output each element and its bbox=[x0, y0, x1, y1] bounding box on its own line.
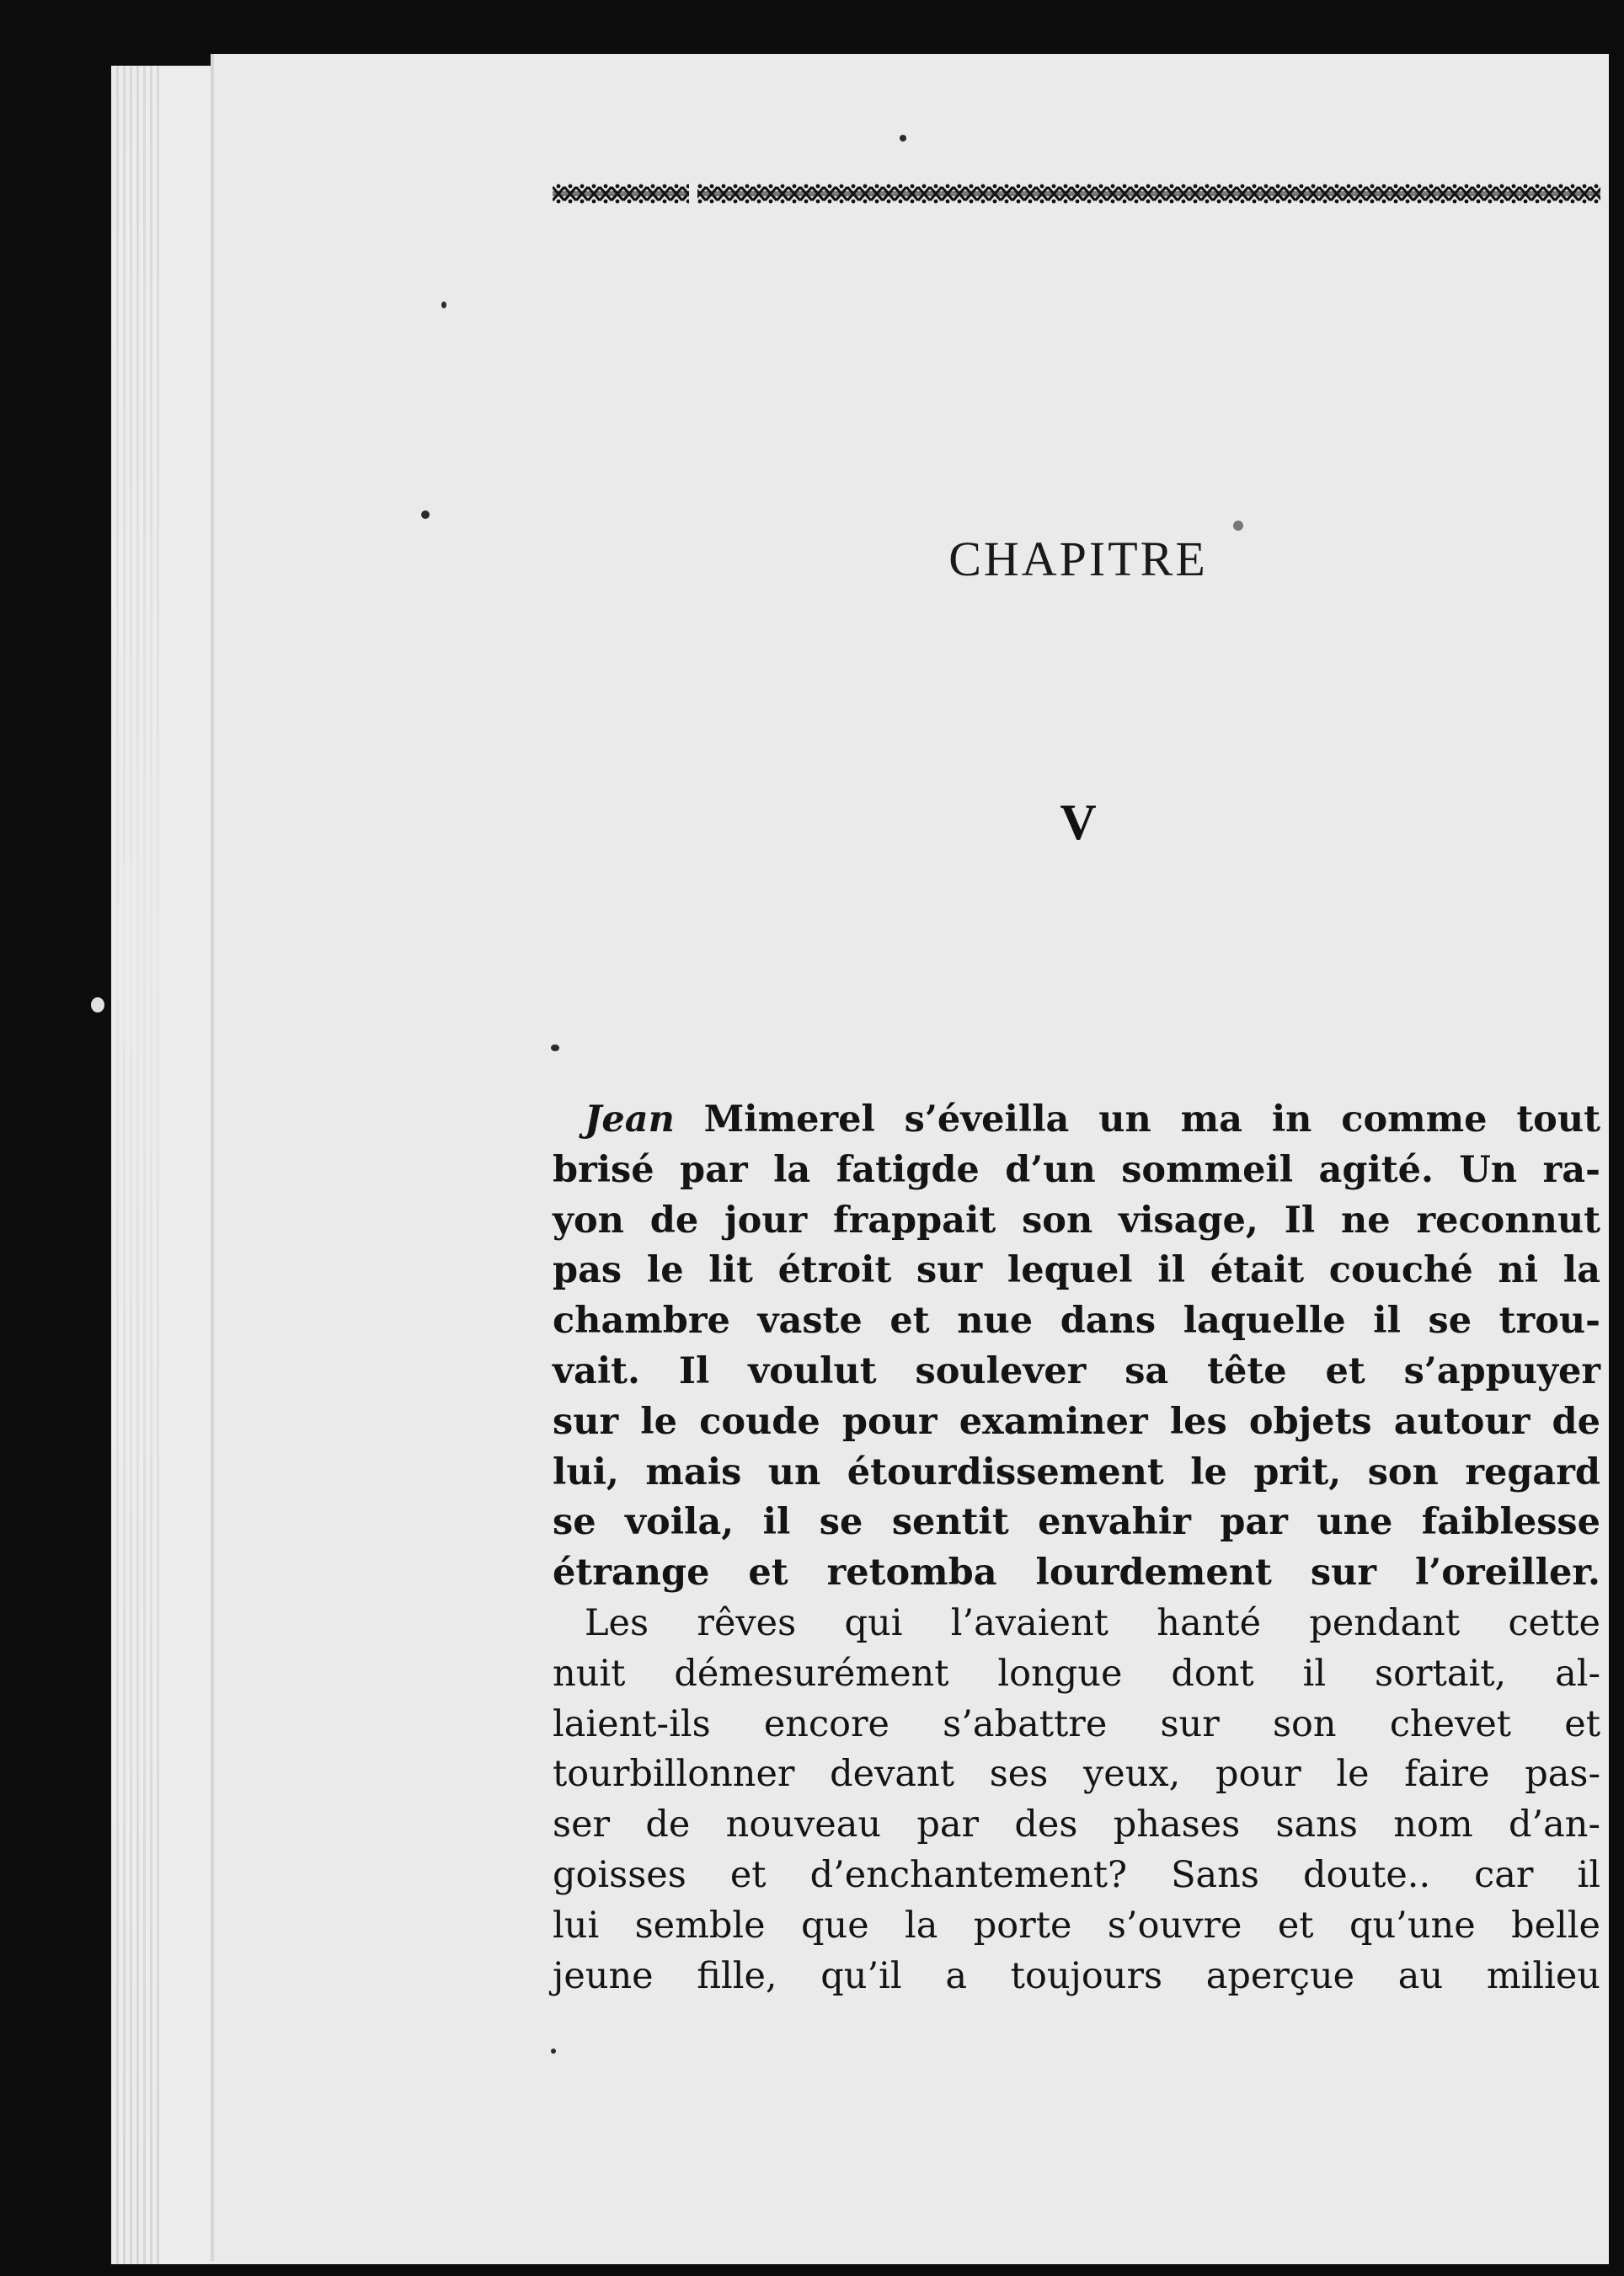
scan-speck bbox=[441, 302, 446, 308]
text-line: yon de jour frappait son visage, Il ne reconnut bbox=[553, 1199, 1600, 1242]
text-line: vait. Il voulut soulever sa tête et s’appuyer bbox=[553, 1349, 1600, 1392]
scan-speck bbox=[91, 997, 104, 1012]
chapter-ornament-band bbox=[553, 182, 1600, 206]
text-line: jeune fille, qu’il a toujours aperçue au milieu bbox=[553, 1954, 1600, 1997]
page-edge bbox=[143, 66, 146, 2264]
ornament-band-graphic bbox=[553, 182, 1600, 206]
page-edge bbox=[150, 66, 152, 2264]
scan-speck bbox=[1233, 521, 1243, 531]
page-edge bbox=[123, 66, 126, 2264]
page-edge bbox=[157, 66, 159, 2264]
text-line: Les rêves qui l’avaient hanté pendant cette bbox=[585, 1601, 1600, 1644]
text-line: goisses et d’enchantement? Sans doute.. car il bbox=[553, 1853, 1600, 1896]
text-line: pas le lit étroit sur lequel il était couché ni la bbox=[553, 1249, 1600, 1292]
chapter-number: V bbox=[1060, 794, 1097, 850]
scan-speck bbox=[551, 1045, 559, 1051]
scan-speck bbox=[551, 2049, 556, 2054]
chapter-body-text bbox=[553, 1095, 1600, 2001]
text-line: ser de nouveau par des phases sans nom d’an- bbox=[553, 1803, 1600, 1846]
text-line: tourbillonner devant ses yeux, pour le faire pas- bbox=[553, 1753, 1600, 1796]
text-line: étrange et retomba lourdement sur l’oreiller. bbox=[553, 1552, 1600, 1595]
text-line: nuit démesurément longue dont il sortait, al- bbox=[553, 1652, 1600, 1695]
text-line-content: Mimerel s’éveilla un ma in comme tout bbox=[703, 1098, 1600, 1141]
text-line: sur le coude pour examiner les objets autour de bbox=[553, 1400, 1600, 1443]
text-line: chambre vaste et nue dans laquelle il se trou- bbox=[553, 1300, 1600, 1343]
scan-speck bbox=[900, 135, 906, 142]
text-line: lui semble que la porte s’ouvre et qu’une belle bbox=[553, 1904, 1600, 1947]
text-line bbox=[553, 1095, 1600, 1146]
text-line: se voila, il se sentit envahir par une faiblesse bbox=[553, 1501, 1600, 1544]
page-edge bbox=[136, 66, 139, 2264]
text-line: lui, mais un étourdissement le prit, son regard bbox=[553, 1451, 1600, 1493]
text-line: brisé par la fatigde d’un sommeil agité. Un ra- bbox=[553, 1148, 1600, 1191]
scan-speck bbox=[421, 510, 430, 519]
page-fold-shadow bbox=[211, 54, 214, 2261]
chapter-heading: CHAPITRE bbox=[948, 532, 1208, 586]
opening-word: Jean bbox=[585, 1098, 675, 1141]
text-line: laient-ils encore s’abattre sur son chevet et bbox=[553, 1702, 1600, 1745]
page-edge bbox=[116, 66, 119, 2264]
page-edge bbox=[130, 66, 132, 2264]
